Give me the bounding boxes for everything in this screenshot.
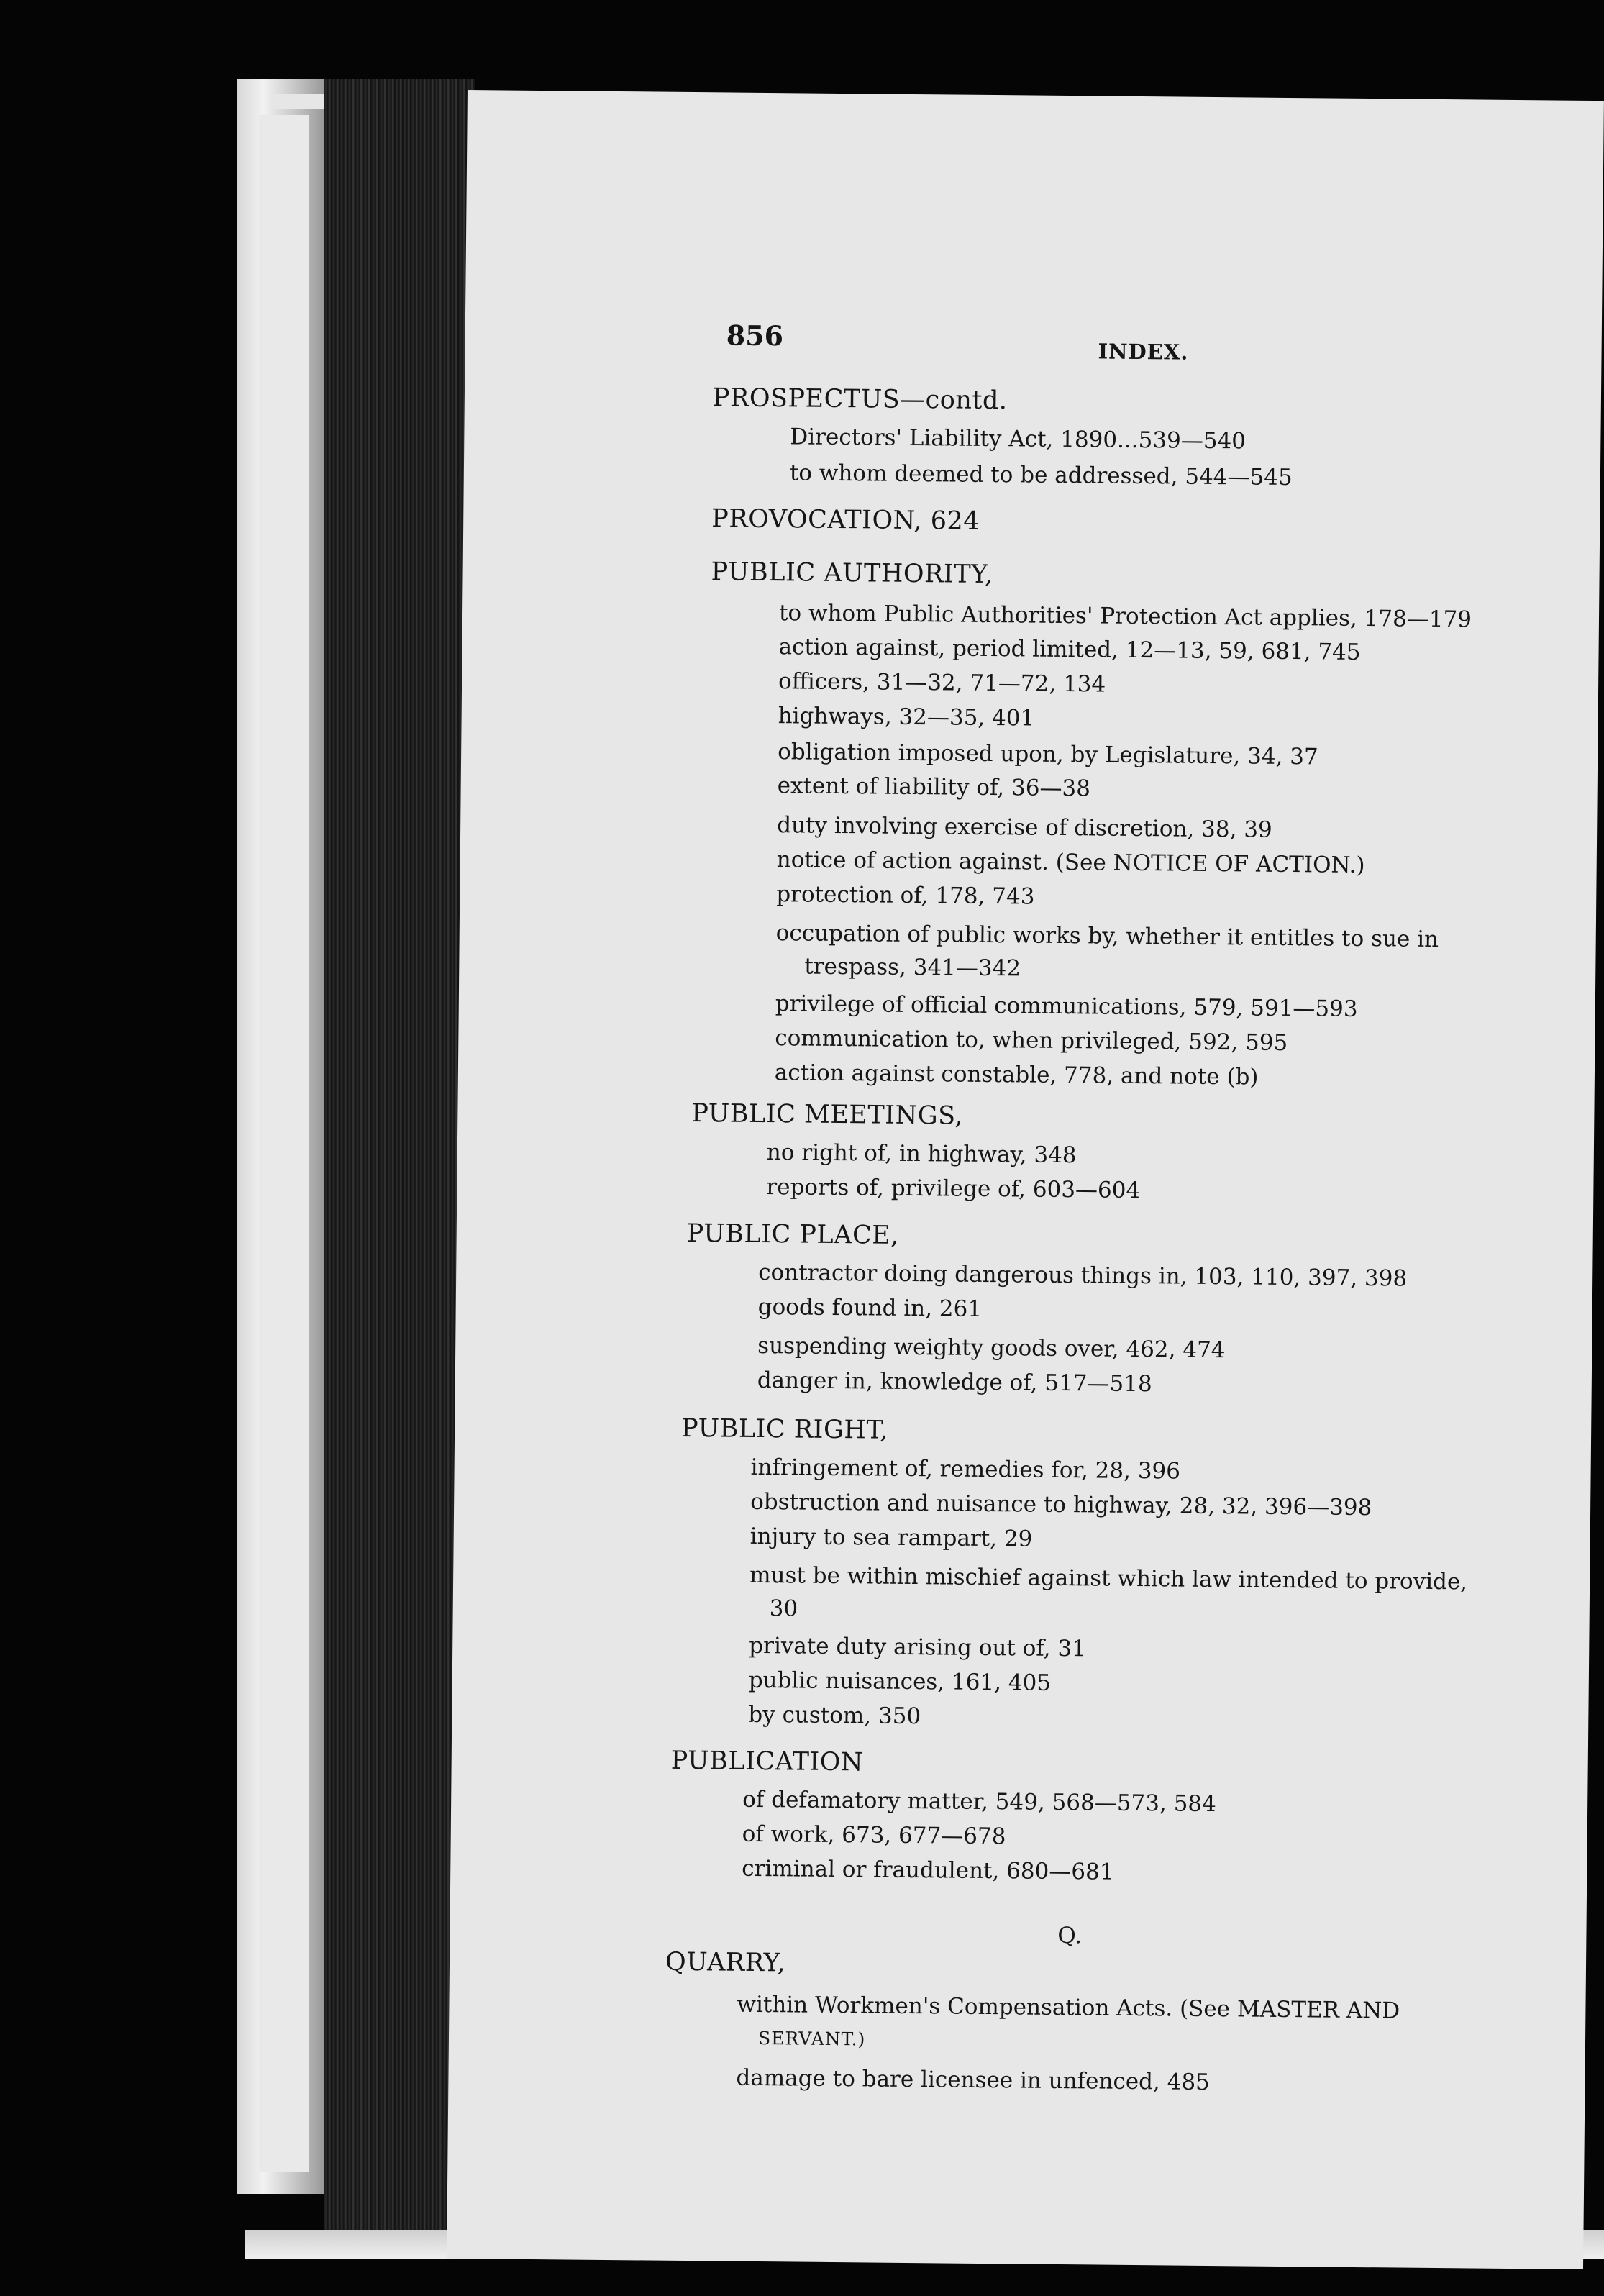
page-number: 856 <box>726 319 784 352</box>
index-heading-quarry: QUARRY, <box>665 1947 786 1978</box>
index-subentry: criminal or fraudulent, 680—681 <box>742 1855 1114 1885</box>
index-subentry: reports of, privilege of, 603—604 <box>766 1174 1141 1204</box>
index-subentry: goods found in, 261 <box>757 1293 983 1322</box>
index-heading-public-right: PUBLIC RIGHT, <box>680 1413 888 1445</box>
book-top-tab <box>273 94 324 109</box>
index-subentry: protection of, 178, 743 <box>776 881 1035 910</box>
index-subentry: communication to, when privileged, 592, 595 <box>775 1025 1288 1057</box>
index-subentry: privilege of official communications, 579, 591—593 <box>775 990 1358 1022</box>
index-subentry: action against, period limited, 12—13, 59, 681, 745 <box>778 634 1361 665</box>
index-subentry: notice of action against. (See NOTICE OF ACTION.) <box>776 847 1365 879</box>
index-subentry: of defamatory matter, 549, 568—573, 584 <box>742 1786 1217 1818</box>
index-subentry: obstruction and nuisance to highway, 28, 32, 396—398 <box>750 1488 1372 1521</box>
index-subentry: action against constable, 778, and note (b) <box>774 1060 1259 1090</box>
index-subentry: duty involving exercise of discretion, 38, 39 <box>777 812 1272 843</box>
index-heading-public-place: PUBLIC PLACE, <box>686 1218 900 1250</box>
index-subentry: contractor doing dangerous things in, 103, 110, 397, 398 <box>758 1259 1408 1292</box>
index-heading-prospectus: PROSPECTUS—contd. <box>712 383 1008 416</box>
index-subentry: of work, 673, 677—678 <box>742 1821 1006 1850</box>
index-heading-provocation: PROVOCATION, 624 <box>711 504 980 536</box>
index-subentry: private duty arising out of, 31 <box>749 1632 1087 1662</box>
index-subentry: within Workmen's Compensation Acts. (See MASTER AND <box>737 1991 1400 2024</box>
index-subentry: danger in, knowledge of, 517—518 <box>757 1367 1152 1398</box>
index-heading-publication: PUBLICATION <box>670 1746 864 1777</box>
index-subentry: damage to bare licensee in unfenced, 485 <box>736 2064 1211 2096</box>
index-subentry: injury to sea rampart, 29 <box>749 1523 1033 1552</box>
index-subentry: occupation of public works by, whether it entitles to sue in <box>775 920 1439 953</box>
index-subentry: obligation imposed upon, by Legislature, 34, 37 <box>778 739 1318 770</box>
index-heading-public-authority: PUBLIC AUTHORITY, <box>711 557 993 590</box>
index-subentry: no right of, in highway, 348 <box>766 1139 1077 1169</box>
index-subentry: to whom deemed to be addressed, 544—545 <box>789 460 1293 491</box>
index-subentry: must be within mischief against which law intended to provide, <box>749 1562 1468 1595</box>
index-subentry: suspending weighty goods over, 462, 474 <box>757 1332 1226 1364</box>
index-subentry: by custom, 350 <box>748 1701 921 1730</box>
index-subentry: officers, 31—32, 71—72, 134 <box>778 668 1106 698</box>
index-subentry-continuation: trespass, 341—342 <box>804 953 1021 982</box>
index-subentry: public nuisances, 161, 405 <box>748 1667 1052 1696</box>
running-head: INDEX. <box>1098 339 1189 365</box>
index-page <box>447 90 1604 2269</box>
index-subentry-continuation: 30 <box>769 1595 798 1622</box>
section-letter-q: Q. <box>1057 1922 1083 1949</box>
index-subentry: extent of liability of, 36—38 <box>777 773 1091 802</box>
index-subentry: to whom Public Authorities' Protection Act applies, 178—179 <box>778 600 1472 633</box>
index-subentry-continuation: SERVANT.) <box>757 2028 866 2050</box>
index-subentry: infringement of, remedies for, 28, 396 <box>750 1454 1181 1485</box>
book-left-page-strip <box>259 115 309 2172</box>
index-subentry: highways, 32—35, 401 <box>778 703 1035 732</box>
index-subentry: Directors' Liability Act, 1890...539—540 <box>790 424 1247 455</box>
index-heading-public-meetings: PUBLIC MEETINGS, <box>691 1099 964 1131</box>
